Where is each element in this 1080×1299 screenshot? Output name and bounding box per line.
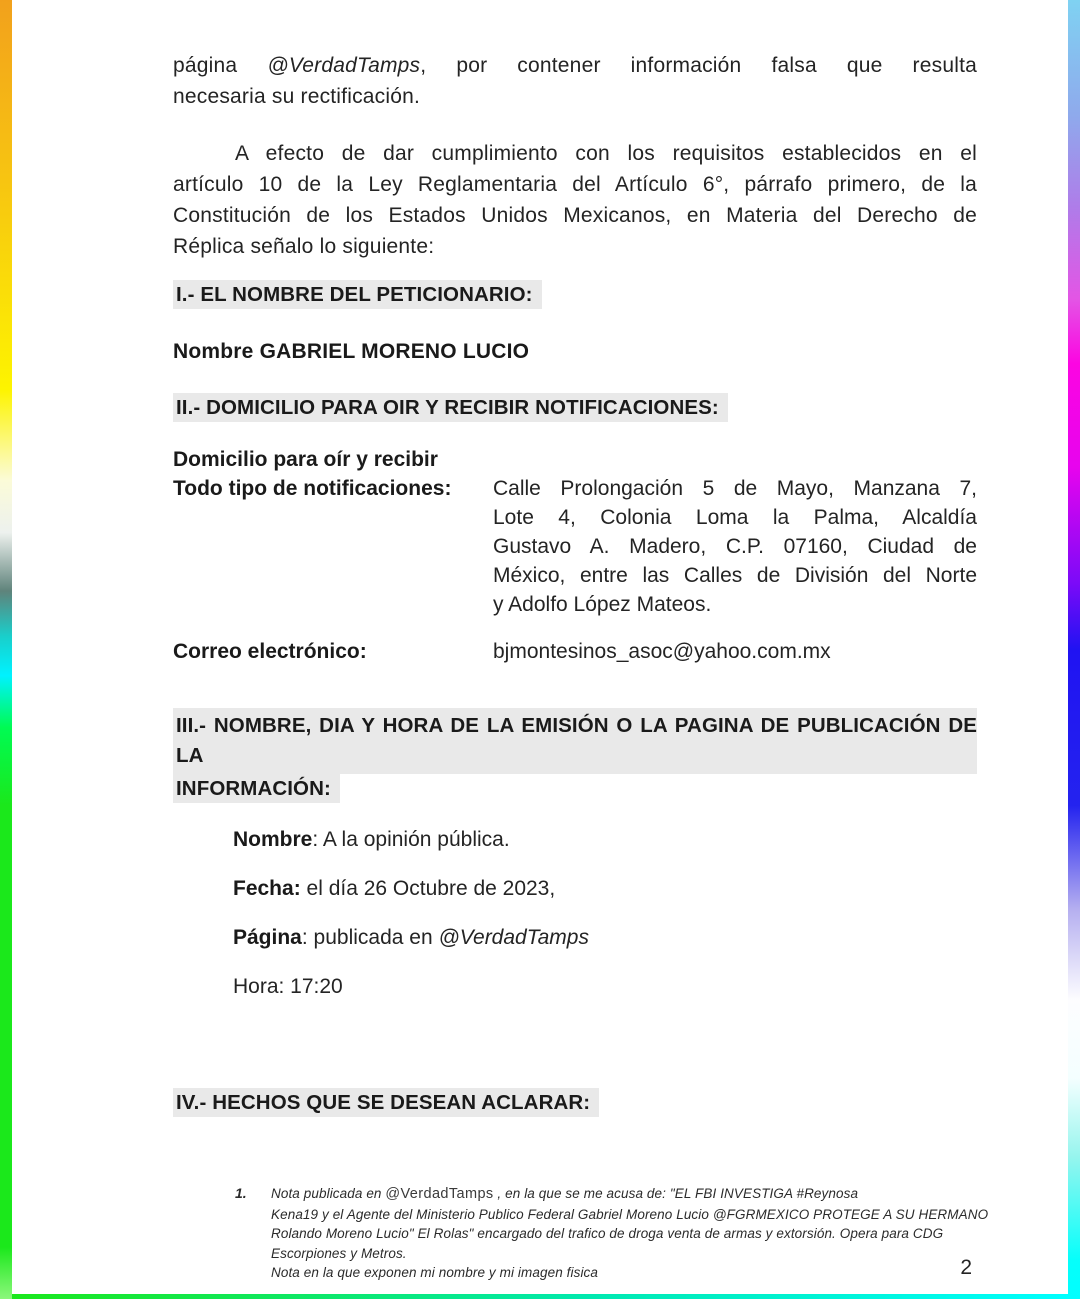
publication-time-item: Hora: 17:20 (233, 975, 343, 998)
address-line-1: Calle Prolongación 5 de Mayo, Manzana 7, (493, 477, 977, 500)
address-label (173, 445, 493, 619)
section-1-heading (173, 280, 977, 310)
note-line-4: Escorpiones y Metros. (271, 1245, 407, 1261)
legal-basis-paragraph (173, 138, 977, 262)
section-3-heading (173, 708, 977, 804)
note-text (271, 1184, 1007, 1283)
publication-name-label: Nombre (233, 828, 313, 851)
address-line-2: Lote 4, Colonia Loma la Palma, Alcaldía (493, 506, 977, 529)
email-label: Correo electrónico: (173, 640, 367, 663)
note-line-5: Nota en la que exponen mi nombre y mi imagen fisica (271, 1265, 599, 1280)
legal-line-3: Constitución de los Estados Unidos Mexicanos, en Materia del Derecho de (173, 204, 977, 227)
publication-page-label: Página (233, 926, 302, 949)
publication-page-item (233, 925, 977, 951)
legal-line-4: Réplica señalo lo siguiente: (173, 235, 435, 258)
section-1-heading-text: I.- EL NOMBRE DEL PETICIONARIO: (173, 280, 542, 309)
address-value (493, 474, 977, 619)
address-line-4: México, entre las Calles de División del Norte (493, 564, 977, 587)
publication-page-value: : publicada en (301, 926, 439, 949)
facts-note-item (235, 1184, 1007, 1283)
address-label-line-2: Todo tipo de notificaciones: (173, 477, 452, 500)
intro-text: , por contener información falsa que resulta (420, 54, 977, 77)
right-border-gradient (1068, 0, 1080, 1299)
note-text-segment: Nota publicada en (271, 1186, 386, 1201)
email-value: bjmontesinos_asoc@yahoo.com.mx (493, 640, 831, 663)
note-line-3: Rolando Moreno Lucio" El Rolas" encargado del trafico de droga venta de armas y extorsión. Opera para CDG (271, 1226, 944, 1241)
section-4-heading-text: IV.- HECHOS QUE SE DESEAN ACLARAR: (173, 1088, 599, 1117)
twitter-handle: @VerdadTamps (267, 54, 421, 77)
address-label-line-1: Domicilio para oír y recibir (173, 448, 438, 471)
intro-paragraph (173, 50, 977, 112)
section-2-heading (173, 393, 977, 423)
twitter-handle: @VerdadTamps (385, 1186, 494, 1202)
legal-line-1: A efecto de dar cumplimiento con los requisitos establecidos en el (235, 142, 977, 165)
note-line-1 (271, 1184, 1007, 1205)
left-border-gradient (0, 0, 12, 1299)
section-3-heading-line-2: INFORMACIÓN: (173, 774, 340, 803)
section-4-heading (173, 1088, 977, 1118)
section-3-heading-line-1: III.- NOMBRE, DIA Y HORA DE LA EMISIÓN O LA PAGINA DE PUBLICACIÓN DE LA (173, 708, 977, 774)
publication-date-label: Fecha: (233, 877, 301, 900)
section-2-heading-text: II.- DOMICILIO PARA OIR Y RECIBIR NOTIFICACIONES: (173, 393, 728, 422)
page-content (173, 0, 989, 1283)
intro-line-2: necesaria su rectificación. (173, 85, 421, 108)
address-line-5: y Adolfo López Mateos. (493, 593, 712, 616)
address-line-3: Gustavo A. Madero, C.P. 07160, Ciudad de (493, 535, 977, 558)
note-text-segment: , en la que se me acusa de: "EL FBI INVESTIGA #Reynosa (493, 1186, 859, 1201)
address-block (173, 445, 977, 619)
intro-line-1 (173, 50, 977, 81)
note-line-2: Kena19 y el Agente del Ministerio Publico Federal Gabriel Moreno Lucio @FGRMEXICO PROTEGE A SU HERMANO (271, 1206, 989, 1222)
bottom-border-gradient (12, 1294, 1068, 1299)
petitioner-name-line: Nombre GABRIEL MORENO LUCIO (173, 340, 530, 363)
note-number: 1. (235, 1185, 247, 1201)
twitter-handle: @VerdadTamps (438, 926, 589, 949)
legal-line-2: artículo 10 de la Ley Reglamentaria del Artículo 6°, párrafo primero, de la (173, 173, 977, 196)
intro-text: página (173, 54, 268, 77)
publication-name-item (233, 827, 977, 853)
publication-date-item (233, 876, 977, 902)
publication-name-value: : A la opinión pública. (312, 828, 510, 851)
page-number: 2 (960, 1256, 972, 1279)
publication-date-value: el día 26 Octubre de 2023, (300, 877, 556, 900)
email-block (173, 637, 977, 666)
